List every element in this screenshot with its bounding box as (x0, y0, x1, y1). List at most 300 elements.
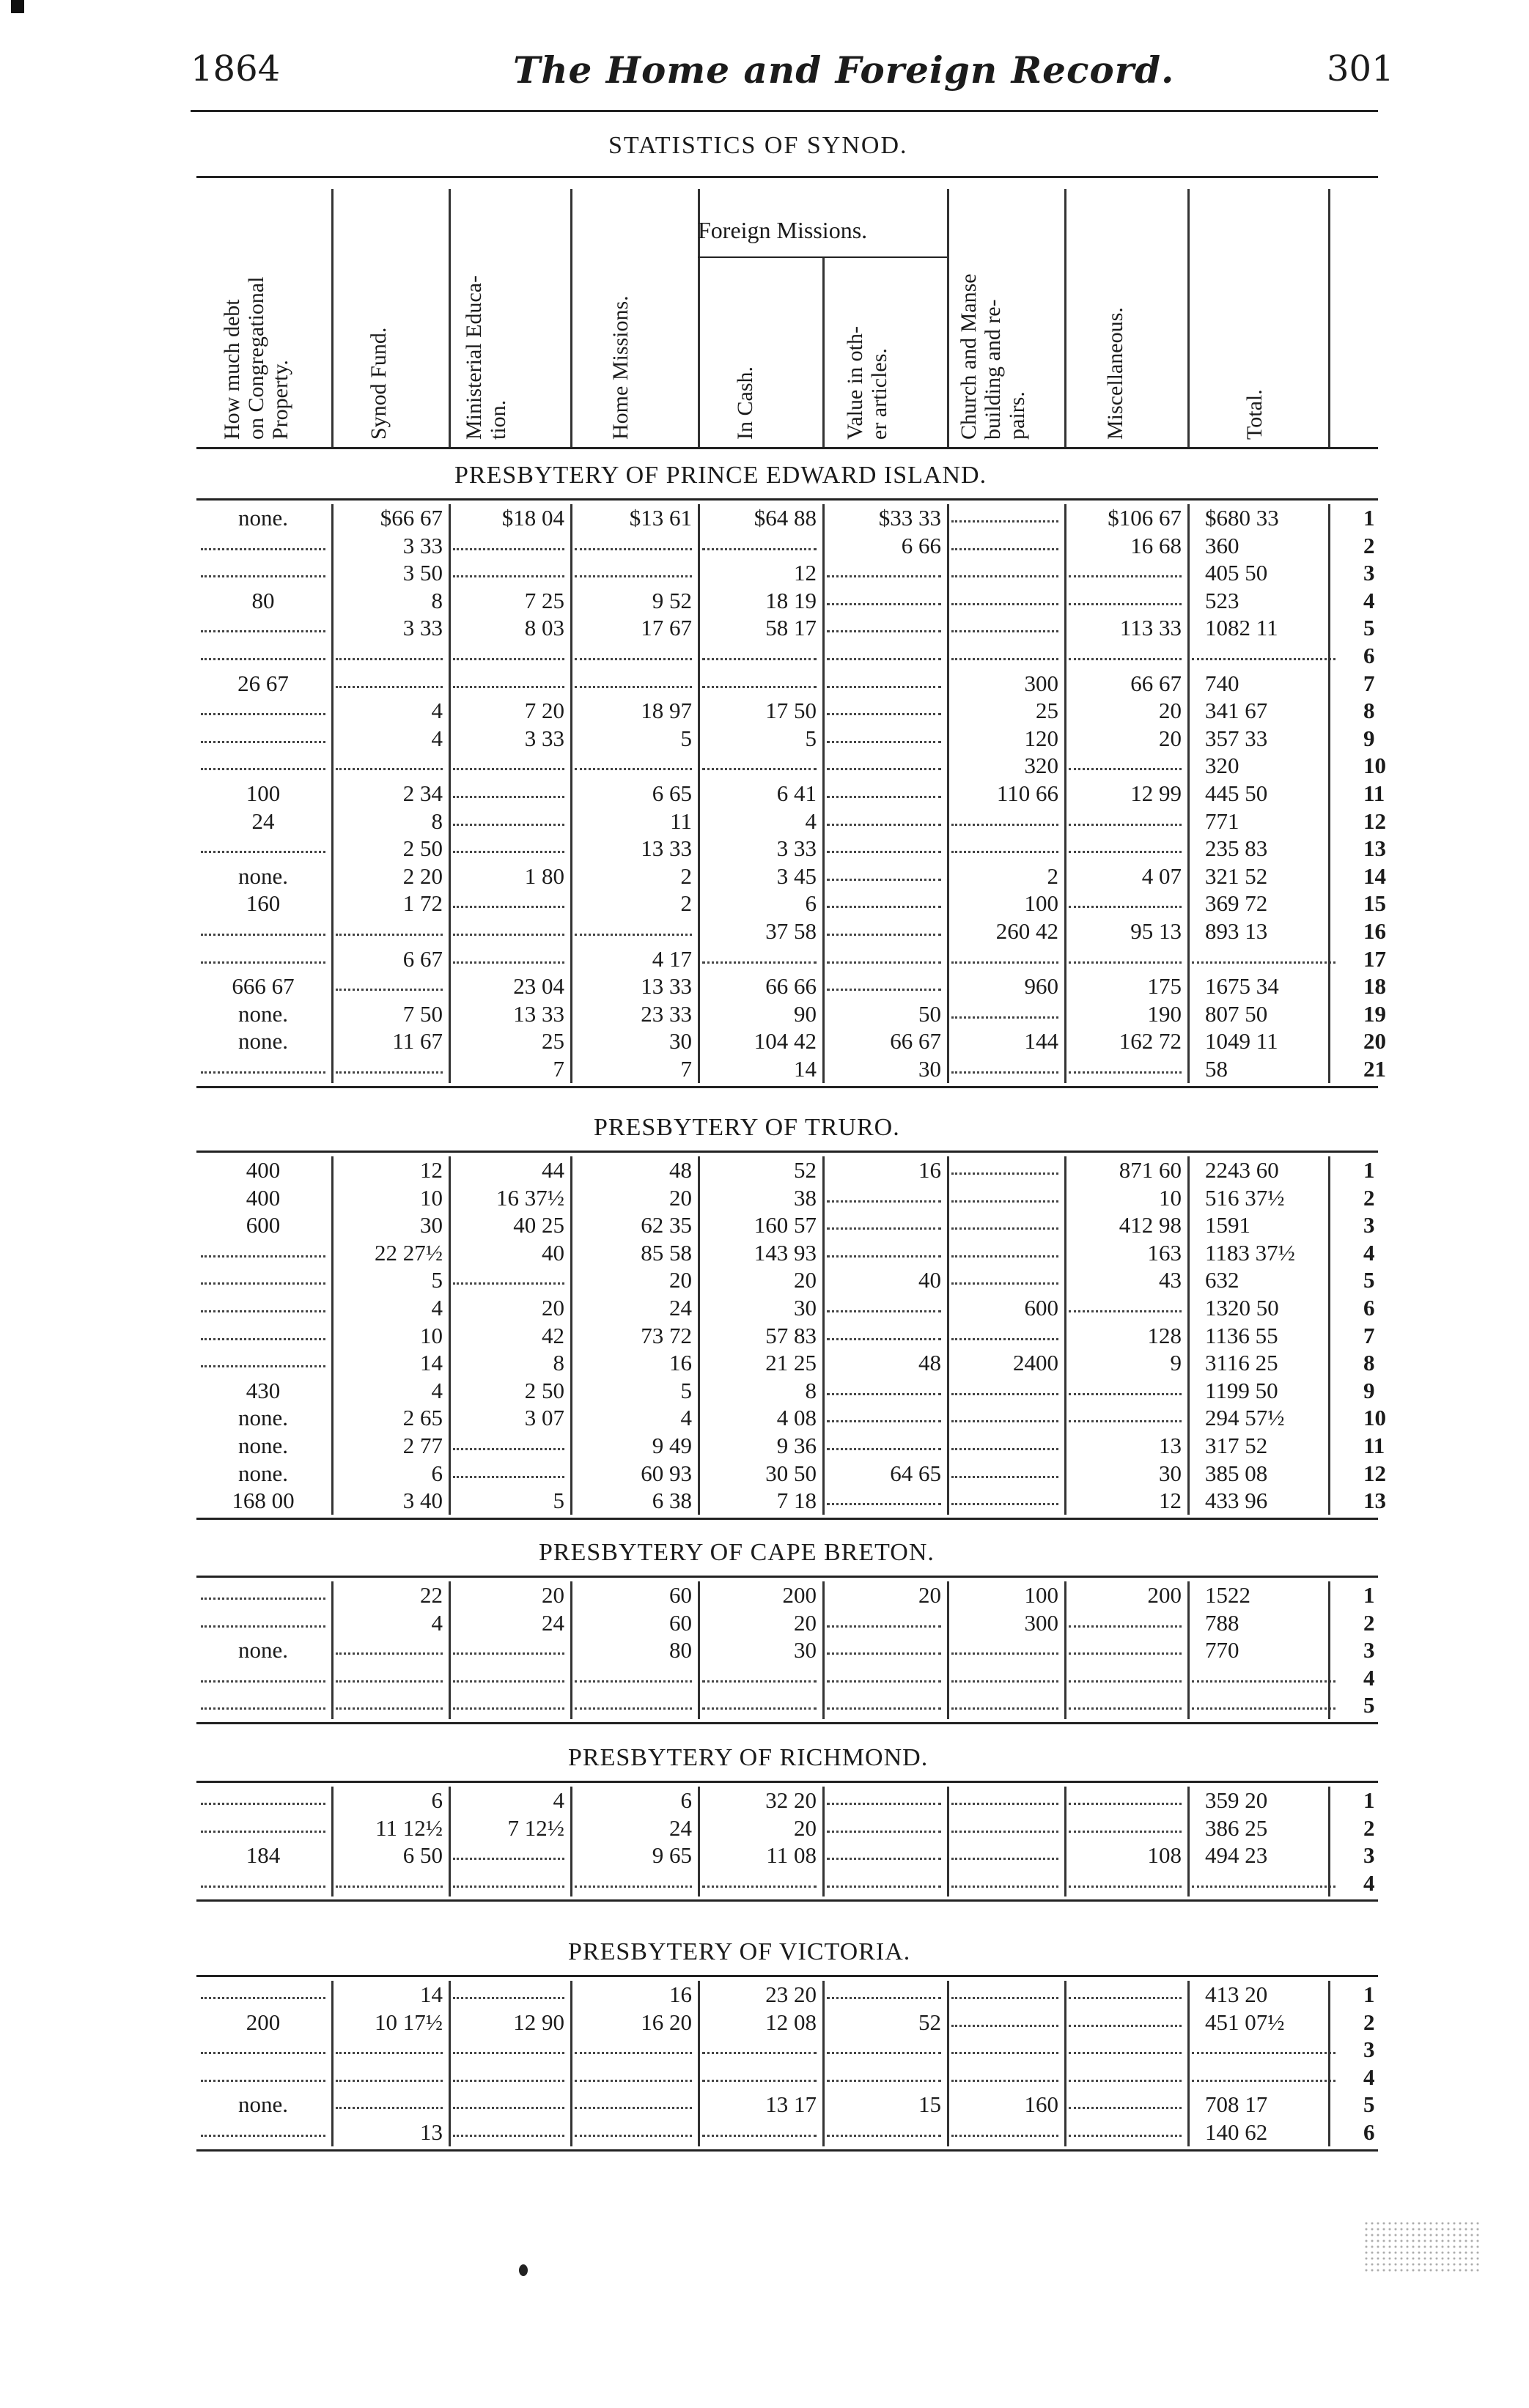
cell-home-missions: 4 17 (652, 945, 692, 972)
cell-total: $680 33 (1205, 505, 1279, 531)
row-number: 9 (1363, 725, 1375, 751)
cell-synod-fund (336, 1636, 443, 1655)
column-divider (1064, 1156, 1066, 1515)
cell-miscellaneous: 175 (1147, 973, 1182, 1000)
cell-other-articles (827, 890, 941, 908)
section-bottom-rule (196, 2149, 1378, 2152)
cell-church-manse: 960 (1024, 973, 1058, 1000)
cell-total: 3116 25 (1205, 1350, 1278, 1376)
cell-ministerial-education: 40 (542, 1239, 564, 1266)
cell-other-articles (827, 587, 941, 605)
section-title: PRESBYTERY OF CAPE BRETON. (539, 1539, 935, 1566)
header-column-divider (331, 189, 334, 447)
row-number: 16 (1363, 918, 1386, 944)
cell-ministerial-education: 3 33 (524, 725, 564, 751)
table-row (196, 1294, 1384, 1322)
cell-debt: 666 67 (232, 973, 295, 1000)
cell-debt (201, 1322, 325, 1340)
row-number: 4 (1363, 587, 1375, 613)
column-divider (1328, 1787, 1330, 1897)
cell-debt (201, 725, 325, 743)
cell-home-missions: 9 52 (652, 587, 692, 613)
cell-debt (201, 1609, 325, 1628)
row-number: 3 (1363, 2036, 1375, 2063)
cell-total: 1082 11 (1205, 615, 1278, 641)
stray-mark (519, 2264, 528, 2276)
cell-in-cash: 5 (805, 725, 817, 751)
cell-synod-fund: 3 33 (402, 532, 443, 558)
column-divider (947, 1581, 949, 1719)
cell-debt: none. (237, 1637, 288, 1663)
cell-in-cash (702, 945, 817, 964)
table-row (196, 972, 1384, 1000)
header-column-divider (947, 189, 949, 447)
table-row (196, 532, 1384, 560)
cell-debt (201, 1787, 325, 1805)
cell-miscellaneous (1069, 1404, 1182, 1422)
table-row (196, 945, 1384, 973)
cell-in-cash: 23 20 (765, 1982, 817, 2007)
cell-church-manse (951, 2064, 1058, 2082)
cell-ministerial-education (453, 532, 564, 550)
cell-synod-fund: 10 (420, 1184, 443, 1211)
table-row (196, 863, 1384, 890)
cell-other-articles (827, 697, 941, 715)
cell-debt: 430 (246, 1377, 281, 1403)
cell-home-missions: 18 97 (641, 698, 692, 724)
cell-other-articles (827, 863, 941, 881)
cell-miscellaneous: 412 98 (1119, 1212, 1182, 1238)
row-number: 1 (1363, 1982, 1375, 2007)
table-row (196, 835, 1384, 863)
cell-debt (201, 1349, 325, 1367)
cell-miscellaneous (1069, 1787, 1182, 1805)
table-row (196, 559, 1384, 587)
column-divider (449, 1156, 451, 1515)
cell-total: 2243 60 (1205, 1157, 1279, 1183)
cell-synod-fund: 22 (420, 1582, 443, 1608)
cell-other-articles: 40 (918, 1267, 941, 1293)
cell-ministerial-education: 7 25 (524, 587, 564, 613)
column-divider (1187, 504, 1190, 1083)
cell-other-articles: 48 (918, 1350, 941, 1376)
cell-miscellaneous (1069, 2119, 1182, 2137)
section-title: PRESBYTERY OF TRURO. (594, 1114, 900, 1141)
cell-in-cash: 18 19 (765, 587, 817, 613)
column-divider (1328, 1156, 1330, 1515)
cell-total: 451 07½ (1205, 2009, 1285, 2035)
row-number: 8 (1363, 698, 1375, 724)
column-divider (331, 1981, 334, 2146)
foreign-missions-rule (698, 256, 947, 258)
cell-other-articles (827, 1294, 941, 1312)
table-row (196, 1581, 1384, 1609)
cell-debt (201, 1691, 325, 1710)
cell-in-cash: 12 08 (765, 2009, 817, 2035)
row-number: 5 (1363, 2091, 1375, 2118)
cell-church-manse (951, 1981, 1058, 1999)
cell-debt (201, 2064, 325, 2082)
table-row (196, 1211, 1384, 1239)
cell-home-missions (575, 2119, 692, 2137)
cell-other-articles: 20 (918, 1582, 941, 1608)
cell-synod-fund (336, 1055, 443, 1074)
column-divider (1187, 1156, 1190, 1515)
cell-other-articles: $33 33 (878, 505, 941, 531)
cell-total (1192, 642, 1335, 660)
column-divider (698, 504, 700, 1083)
cell-church-manse: 300 (1024, 1609, 1058, 1636)
cell-church-manse: 600 (1024, 1295, 1058, 1321)
column-divider (331, 504, 334, 1083)
cell-in-cash (702, 2036, 817, 2054)
column-header-synod-fund: Synod Fund. (366, 327, 391, 440)
cell-ministerial-education: 44 (542, 1157, 564, 1183)
cell-church-manse (951, 1842, 1058, 1860)
column-divider (947, 1156, 949, 1515)
cell-ministerial-education (453, 917, 564, 936)
cell-home-missions: 20 (669, 1184, 692, 1211)
cell-miscellaneous (1069, 1869, 1182, 1888)
table-row (196, 1055, 1384, 1083)
cell-synod-fund: 12 (420, 1157, 443, 1183)
cell-debt: none. (237, 863, 288, 889)
cell-home-missions: 23 33 (641, 1000, 692, 1027)
cell-other-articles (827, 1322, 941, 1340)
cell-home-missions: 2 (680, 863, 692, 889)
row-number: 2 (1363, 1184, 1375, 1211)
cell-synod-fund: 4 (431, 698, 443, 724)
section-title: PRESBYTERY OF RICHMOND. (568, 1744, 929, 1771)
column-divider (822, 1156, 825, 1515)
cell-in-cash (702, 642, 817, 660)
column-divider (331, 1787, 334, 1897)
cell-other-articles (827, 1981, 941, 1999)
cell-total: 1522 (1205, 1582, 1250, 1608)
cell-in-cash: 9 36 (776, 1433, 817, 1458)
column-divider (822, 1787, 825, 1897)
column-divider (698, 1156, 700, 1515)
section-top-rule (196, 1151, 1378, 1153)
table-row (196, 2009, 1384, 2036)
cell-home-missions (575, 1869, 692, 1888)
cell-home-missions: 73 72 (641, 1322, 692, 1348)
cell-in-cash: 11 08 (766, 1842, 817, 1869)
cell-ministerial-education: $18 04 (501, 505, 564, 531)
table-title: STATISTICS OF SYNOD. (608, 132, 908, 159)
cell-total: 317 52 (1205, 1433, 1268, 1458)
cell-home-missions: 62 35 (641, 1212, 692, 1238)
section-top-rule (196, 498, 1378, 501)
table-row (196, 2119, 1384, 2146)
cell-home-missions: 11 (670, 808, 692, 834)
cell-in-cash (702, 1664, 817, 1683)
table-row (196, 587, 1384, 615)
cell-total: 140 62 (1205, 2119, 1268, 2145)
column-header-other-articles: Value in oth- er articles. (843, 326, 891, 440)
cell-home-missions: 16 (669, 1350, 692, 1376)
cell-ministerial-education (453, 2091, 564, 2109)
cell-total: 1049 11 (1205, 1028, 1278, 1055)
cell-in-cash: 20 (794, 1609, 817, 1636)
column-divider (1187, 1981, 1190, 2146)
row-number: 17 (1363, 945, 1386, 972)
cell-in-cash: 52 (794, 1157, 817, 1183)
cell-debt: none. (237, 1028, 288, 1055)
cell-church-manse: 300 (1024, 670, 1058, 696)
cell-ministerial-education: 24 (542, 1609, 564, 1636)
table-row (196, 697, 1384, 725)
cell-ministerial-education: 40 25 (513, 1212, 564, 1238)
cell-other-articles: 52 (918, 2009, 941, 2035)
cell-debt: none. (237, 2091, 288, 2118)
row-number: 6 (1363, 2119, 1375, 2145)
cell-other-articles: 15 (918, 2091, 941, 2118)
cell-total: 770 (1205, 1637, 1239, 1663)
cell-home-missions (575, 2036, 692, 2054)
table-row (196, 1636, 1384, 1664)
cell-ministerial-education: 20 (542, 1582, 564, 1608)
cell-miscellaneous (1069, 587, 1182, 605)
cell-home-missions: 9 49 (652, 1433, 692, 1458)
cell-ministerial-education (453, 1981, 564, 1999)
row-number: 3 (1363, 1637, 1375, 1663)
cell-other-articles (827, 1404, 941, 1422)
cell-debt: 600 (246, 1212, 281, 1238)
cell-church-manse (951, 1239, 1058, 1257)
cell-home-missions: 60 (669, 1609, 692, 1636)
cell-home-missions: 4 (680, 1405, 692, 1431)
cell-in-cash (702, 2064, 817, 2082)
cell-debt (201, 532, 325, 550)
cell-total: 445 50 (1205, 780, 1268, 806)
cell-miscellaneous: 200 (1147, 1582, 1182, 1608)
section-title: PRESBYTERY OF PRINCE EDWARD ISLAND. (454, 462, 987, 489)
cell-miscellaneous: 10 (1159, 1184, 1182, 1211)
margin-mark (11, 0, 24, 13)
cell-miscellaneous: 9 (1170, 1350, 1182, 1376)
cell-miscellaneous (1069, 1636, 1182, 1655)
cell-debt: none. (237, 505, 288, 531)
cell-home-missions: 5 (680, 725, 692, 751)
row-number: 3 (1363, 1842, 1375, 1869)
row-number: 6 (1363, 1295, 1375, 1321)
cell-miscellaneous: 43 (1159, 1267, 1182, 1293)
cell-other-articles (827, 972, 941, 991)
cell-home-missions: $13 61 (629, 505, 692, 531)
cell-miscellaneous: 20 (1159, 725, 1182, 751)
cell-synod-fund: 7 50 (402, 1000, 443, 1027)
cell-home-missions: 85 58 (641, 1239, 692, 1266)
cell-home-missions: 6 65 (652, 780, 692, 806)
cell-ministerial-education: 7 12½ (507, 1814, 564, 1841)
column-header-debt: How much debt on Congregational Property. (220, 276, 292, 440)
cell-other-articles (827, 1184, 941, 1203)
cell-ministerial-education: 2 50 (524, 1377, 564, 1403)
cell-total (1192, 1869, 1335, 1888)
cell-miscellaneous (1069, 1814, 1182, 1833)
cell-home-missions (575, 642, 692, 660)
cell-in-cash: 17 50 (765, 698, 817, 724)
cell-miscellaneous: 113 33 (1119, 615, 1182, 641)
cell-in-cash: 160 57 (754, 1212, 817, 1238)
section-top-rule (196, 1781, 1378, 1783)
cell-synod-fund: 10 17½ (375, 2009, 443, 2035)
cell-home-missions: 9 65 (652, 1842, 692, 1869)
cell-ministerial-education: 13 33 (513, 1000, 564, 1027)
cell-synod-fund: 14 (420, 1982, 443, 2007)
cell-church-manse (951, 2119, 1058, 2137)
cell-debt (201, 945, 325, 964)
cell-in-cash: 143 93 (754, 1239, 817, 1266)
cell-debt (201, 1664, 325, 1683)
cell-in-cash: 57 83 (765, 1322, 817, 1348)
header-column-divider (1328, 189, 1330, 447)
column-divider (570, 1981, 572, 2146)
cell-debt (201, 1869, 325, 1888)
cell-in-cash: 20 (794, 1814, 817, 1841)
column-divider (947, 504, 949, 1083)
table-row (196, 1869, 1384, 1897)
cell-church-manse: 160 (1024, 2091, 1058, 2118)
cell-miscellaneous (1069, 1981, 1182, 1999)
cell-miscellaneous (1069, 2064, 1182, 2082)
cell-miscellaneous: 4 07 (1141, 863, 1182, 889)
cell-church-manse (951, 1432, 1058, 1450)
cell-debt (201, 1294, 325, 1312)
cell-church-manse (951, 1814, 1058, 1833)
cell-debt (201, 752, 325, 770)
cell-in-cash: 200 (782, 1582, 817, 1608)
cell-miscellaneous: 108 (1147, 1842, 1182, 1869)
cell-church-manse (951, 504, 1058, 522)
table-row (196, 1239, 1384, 1267)
cell-other-articles (827, 945, 941, 964)
cell-debt: 400 (246, 1157, 281, 1183)
cell-home-missions (575, 917, 692, 936)
cell-church-manse (951, 1055, 1058, 1074)
cell-home-missions (575, 1691, 692, 1710)
cell-church-manse (951, 1211, 1058, 1230)
cell-synod-fund: 4 (431, 1609, 443, 1636)
cell-church-manse (951, 2009, 1058, 2027)
cell-debt (201, 1814, 325, 1833)
cell-home-missions: 20 (669, 1267, 692, 1293)
cell-total: 405 50 (1205, 560, 1268, 586)
cell-ministerial-education (453, 1869, 564, 1888)
cell-ministerial-education: 16 37½ (496, 1184, 564, 1211)
cell-total: 1183 37½ (1205, 1239, 1295, 1266)
cell-ministerial-education: 20 (542, 1295, 564, 1321)
table-row (196, 1814, 1384, 1842)
header-column-divider (1187, 189, 1190, 447)
cell-synod-fund: 6 67 (402, 945, 443, 972)
cell-home-missions: 48 (669, 1157, 692, 1183)
cell-in-cash: 30 (794, 1295, 817, 1321)
column-divider (449, 1981, 451, 2146)
cell-synod-fund: 5 (431, 1267, 443, 1293)
cell-church-manse (951, 1377, 1058, 1395)
table-row (196, 1487, 1384, 1515)
cell-other-articles (827, 559, 941, 577)
cell-total: 494 23 (1205, 1842, 1268, 1869)
cell-miscellaneous: 20 (1159, 698, 1182, 724)
cell-debt (201, 2036, 325, 2054)
cell-other-articles (827, 1239, 941, 1257)
column-divider (449, 1581, 451, 1719)
column-divider (698, 1981, 700, 2146)
row-number: 5 (1363, 1692, 1375, 1718)
cell-synod-fund (336, 917, 443, 936)
cell-synod-fund: 2 34 (402, 780, 443, 806)
cell-synod-fund: 13 (420, 2119, 443, 2145)
row-number: 11 (1363, 1433, 1385, 1458)
cell-synod-fund: 4 (431, 1377, 443, 1403)
cell-church-manse: 2400 (1013, 1350, 1058, 1376)
table-row (196, 1377, 1384, 1405)
cell-ministerial-education (453, 1664, 564, 1683)
cell-total: 1199 50 (1205, 1377, 1278, 1403)
cell-in-cash: 4 08 (776, 1405, 817, 1431)
cell-total: 235 83 (1205, 835, 1268, 862)
cell-synod-fund (336, 752, 443, 770)
cell-miscellaneous (1069, 752, 1182, 770)
cell-total: 893 13 (1205, 918, 1268, 944)
cell-in-cash: 30 (794, 1637, 817, 1663)
column-divider (1064, 504, 1066, 1083)
column-header-church-manse: Church and Manse building and re- pairs. (957, 273, 1029, 440)
cell-church-manse: 2 (1047, 863, 1058, 889)
cell-in-cash: 104 42 (754, 1028, 817, 1055)
cell-synod-fund (336, 2036, 443, 2054)
cell-debt: none. (237, 1405, 288, 1431)
cell-miscellaneous (1069, 1377, 1182, 1395)
cell-miscellaneous (1069, 559, 1182, 577)
cell-miscellaneous: 163 (1147, 1239, 1182, 1266)
section-bottom-rule (196, 1518, 1378, 1520)
table-row (196, 725, 1384, 753)
cell-in-cash: 3 33 (776, 835, 817, 862)
section-title: PRESBYTERY OF VICTORIA. (568, 1938, 911, 1965)
cell-home-missions (575, 559, 692, 577)
cell-debt: 200 (246, 2009, 281, 2035)
cell-church-manse (951, 587, 1058, 605)
section-top-rule (196, 1576, 1378, 1578)
cell-other-articles (827, 1636, 941, 1655)
row-number: 15 (1363, 890, 1386, 917)
table-row (196, 1842, 1384, 1869)
cell-church-manse (951, 532, 1058, 550)
cell-ministerial-education (453, 1691, 564, 1710)
cell-synod-fund: 4 (431, 725, 443, 751)
cell-total: 1320 50 (1205, 1295, 1279, 1321)
table-row (196, 642, 1384, 670)
row-number: 12 (1363, 1460, 1386, 1486)
cell-synod-fund (336, 1869, 443, 1888)
cell-church-manse (951, 1184, 1058, 1203)
cell-debt (201, 917, 325, 936)
section-bottom-rule (196, 1899, 1378, 1902)
table-row (196, 1432, 1384, 1460)
cell-synod-fund (336, 1664, 443, 1683)
cell-in-cash: 90 (794, 1000, 817, 1027)
column-divider (570, 1787, 572, 1897)
row-number: 18 (1363, 973, 1386, 1000)
cell-other-articles (827, 1377, 941, 1395)
table-row (196, 1460, 1384, 1488)
cell-debt: 160 (246, 890, 281, 917)
cell-in-cash: 7 18 (776, 1488, 817, 1514)
